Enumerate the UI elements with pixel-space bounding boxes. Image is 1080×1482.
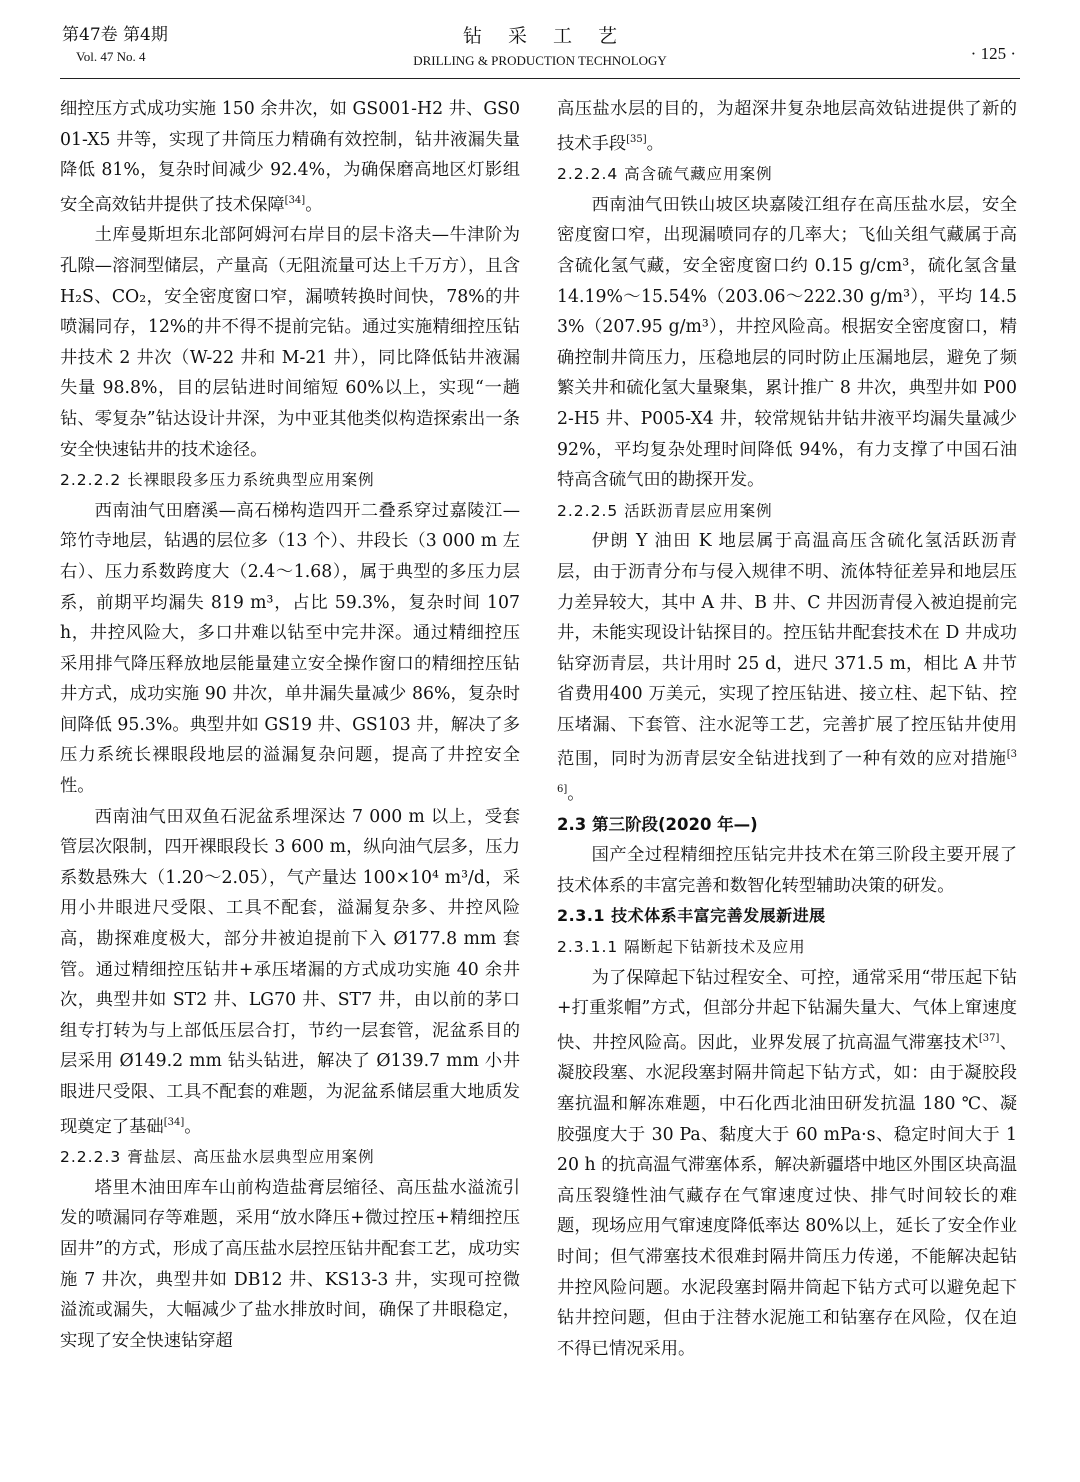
paragraph: 西南油气田双鱼石泥盆系埋深达 7 000 m 以上，受套管层次限制，四开裸眼段长 3 600 m，纵向油气层多，压力系数悬殊大（1.20～2.05），气产量达 100×10⁴ m³/d，采用小井眼进尺受限、工具不配套，溢漏复杂多、井控风险高，勘探难度极大，部分井被迫提前下入 Ø177.8 mm 套管。通过精细控压钻井+承压堵漏的方式成功实施 40 余井次，典型井如 ST2 井、LG70 井、ST7 井，由以前的茅口组专打转为与上部低压层合打，节约一层套管，泥盆系目的层采用 Ø149.2 mm 钻头钻进，解决了 Ø139.7 mm 小井眼进尺受限、工具不配套的难题，为泥盆系储层重大地质发现奠定了基础[34]。 [60,806,520,1137]
paragraph: 塔里木油田库车山前构造盐膏层缩径、高压盐水溢流引发的喷漏同存等难题，采用“放水降压+微过控压+精细控压固井”的方式，形成了高压盐水层控压钻井配套工艺，成功实施 7 井次，典型井如 DB12 井、KS13-3 井，实现可控微溢流或漏失，大幅减少了盐水排放时间，确保了井眼稳定，实现了安全快速钻穿超 [60,1177,520,1351]
paragraph: 土库曼斯坦东北部阿姆河右岸目的层卡洛夫—牛津阶为孔隙—溶洞型储层，产量高（无阻流量可达上千万方），且含 H₂S、CO₂，安全密度窗口窄，漏喷转换时间快，78%的井喷漏同存，12%的井不得不提前完钻。通过实施精细控压钻井技术 2 井次（W-22 井和 M-21 井），同比降低钻井液漏失量 98.8%，目的层钻进时间缩短 60%以上，实现“一趟钻、零复杂”钻达设计井深，为中亚其他类似构造探索出一条安全快速钻井的技术途径。 [60,225,520,460]
section-heading: 2.3.1.1 隔断起下钻新技术及应用 [557,938,806,957]
journal-title-en: DRILLING & PRODUCTION TECHNOLOGY [413,53,667,68]
journal-title-cn: 钻采工艺 [462,25,643,47]
citation[interactable]: [34] [284,194,306,206]
section-heading: 2.3 第三阶段(2020 年—) [557,814,758,834]
page-number: · 125 · [970,44,1016,63]
citation[interactable]: [34] [163,1116,185,1128]
paragraph: 国产全过程精细控压钻完井技术在第三阶段主要开展了技术体系的丰富完善和数智化转型辅助决策的研发。 [557,845,1017,896]
left-column [60,94,520,1356]
citation[interactable]: [37] [978,1032,1000,1044]
citation[interactable]: [35] [626,133,647,145]
page-header [0,0,1080,80]
right-column [557,94,1017,1364]
volume-issue-en: Vol. 47 No. 4 [76,49,146,64]
paragraph: 细控压方式成功实施 150 余井次，如 GS001-H2 井、GS001-X5 井等，实现了井筒压力精确有效控制，钻井液漏失量降低 81%，复杂时间减少 92.4%，为确保磨高地区灯影组安全高效钻井提供了技术保障[34]。 [60,99,520,215]
section-heading: 2.3.1 技术体系丰富完善发展新进展 [557,906,826,926]
citation[interactable]: [36] [557,749,1017,796]
section-heading: 2.2.2.2 长裸眼段多压力系统典型应用案例 [60,471,375,490]
paragraph: 伊朗 Y 油田 K 地层属于高温高压含硫化氢活跃沥青层，由于沥青分布与侵入规律不明、流体特征差异和地层压力差异较大，其中 A 井、B 井、C 井因沥青侵入被迫提前完井，未能实现设计钻探目的。控压钻井配套技术在 D 井成功钻穿沥青层，共计用时 25 d，进尺 371.5 m，相比 A 井节省费用400 万美元，实现了控压钻进、接立柱、起下钻、控压堵漏、下套管、注水泥等工艺，完善扩展了控压钻井使用范围，同时为沥青层安全钻进找到了一种有效的应对措施[36]。 [557,531,1017,805]
volume-issue-cn: 第47卷 第4期 [62,25,168,45]
section-heading: 2.2.2.4 高含硫气藏应用案例 [557,165,773,184]
paragraph: 西南油气田铁山坡区块嘉陵江组存在高压盐水层，安全密度窗口窄，出现漏喷同存的几率大；飞仙关组气藏属于高含硫化氢气藏，安全密度窗口约 0.15 g/cm³，硫化氢含量 14.19%～15.54%（203.06～222.30 g/m³），平均 14.53%（207.95 g/m³），井控风险高。根据安全密度窗口，精确控制井筒压力，压稳地层的同时防止压漏地层，避免了频繁关井和硫化氢大量聚集，累计推广 8 井次，典型井如 P002-H5 井、P005-X4 井，较常规钻井钻井液平均漏失量减少 92%，平均复杂处理时间降低 94%，有力支撑了中国石油特高含硫气田的勘探开发。 [557,194,1017,491]
paragraph: 西南油气田磨溪—高石梯构造四开二叠系穿过嘉陵江—筇竹寺地层，钻遇的层位多（13 个）、井段长（3 000 m 左右）、压力系数跨度大（2.4～1.68），属于典型的多压力层系，前期平均漏失 819 m³，占比 59.3%，复杂时间 107 h，井控风险大，多口井难以钻至中完井深。通过精细控压采用排气降压释放地层能量建立安全操作窗口的精细控压钻井方式，成功实施 90 井次，单井漏失量减少 86%，复杂时间降低 95.3%。典型井如 GS19 井、GS103 井，解决了多压力系统长裸眼段地层的溢漏复杂问题，提高了井控安全性。 [60,500,520,797]
paragraph: 为了保障起下钻过程安全、可控，通常采用“带压起下钻+打重浆帽”方式，但部分井起下钻漏失量大、气体上窜速度快、井控风险高。因此，业界发展了抗高温气滞塞技术[37]、凝胶段塞、水泥段塞封隔井筒起下钻方式，如：由于凝胶段塞抗温和解冻难题，中石化西北油田研发抗温 180 ℃、凝胶强度大于 30 Pa、黏度大于 60 mPa·s、稳定时间大于 120 h 的抗高温气滞塞体系，解决新疆塔中地区外围区块高温高压裂缝性油气藏存在气窜速度过快、排气时间较长的难题，现场应用气窜速度降低率达 80%以上，延长了安全作业时间；但气滞塞技术很难封隔井筒压力传递，不能解决起钻井控风险问题。水泥段塞封隔井筒起下钻方式可以避免起下钻井控问题，但由于注替水泥施工和钻塞存在风险，仅在迫不得已情况采用。 [557,967,1017,1359]
header-rule [60,78,1020,79]
journal-title [0,24,1080,72]
section-heading: 2.2.2.3 膏盐层、高压盐水层典型应用案例 [60,1148,375,1167]
section-heading: 2.2.2.5 活跃沥青层应用案例 [557,501,773,520]
paragraph: 高压盐水层的目的，为超深井复杂地层高效钻进提供了新的技术手段[35]。 [557,99,1017,154]
